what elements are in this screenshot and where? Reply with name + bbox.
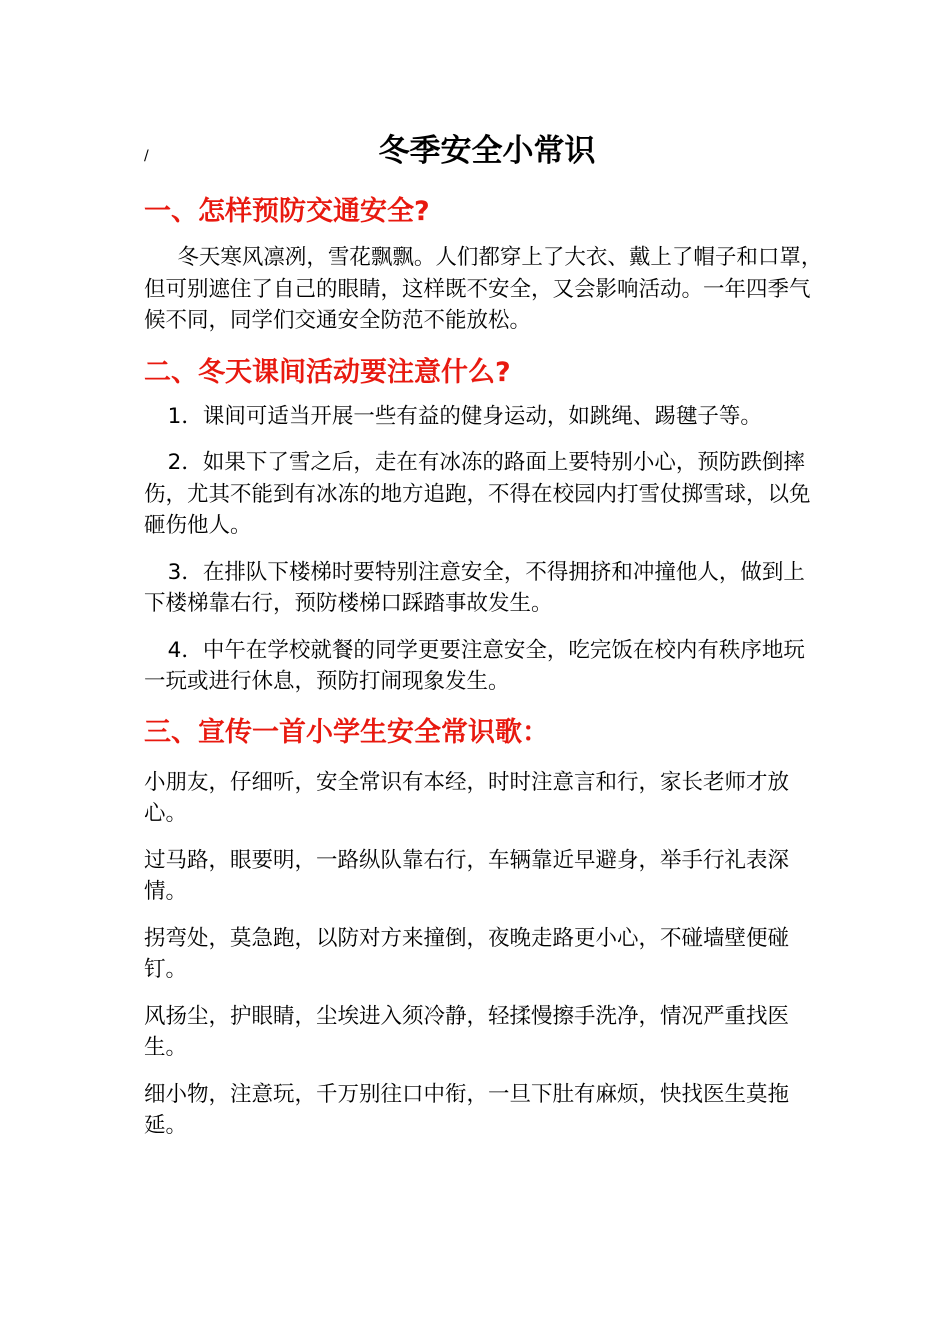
recess-item-4: 4．中午在学校就餐的同学更要注意安全，吃完饭在校内有秩序地玩一玩或进行休息，预防打闹现象发生。 bbox=[144, 637, 805, 694]
song-verse-5: 细小物，注意玩，千万别往口中衔，一旦下肚有麻烦，快找医生莫拖延。 bbox=[144, 1081, 790, 1138]
recess-item-1: 1．课间可适当开展一些有益的健身运动，如跳绳、踢毽子等。 bbox=[167, 403, 762, 429]
section-heading-recess-activities: 二、冬天课间活动要注意什么? bbox=[144, 356, 511, 388]
recess-item-2: 2．如果下了雪之后，走在有冰冻的路面上要特别小心，预防跌倒摔伤，尤其不能到有冰冻的地方追跑，不得在校园内打雪仗掷雪球，以免砸伤他人。 bbox=[144, 450, 811, 538]
section-heading-traffic-safety: 一、怎样预防交通安全? bbox=[144, 196, 430, 227]
song-verse-4: 风扬尘，护眼睛，尘埃进入须冷静，轻揉慢擦手洗净，情况严重找医生。 bbox=[144, 1003, 790, 1060]
document-title: 冬季安全小常识 bbox=[378, 133, 596, 169]
traffic-safety-paragraph: 冬天寒风凛冽，雪花飘飘。人们都穿上了大衣、戴上了帽子和口罩，但可别遮住了自己的眼睛，这样既不安全，又会影响活动。一年四季气候不同，同学们交通安全防范不能放松。 bbox=[144, 245, 823, 333]
section-heading-safety-song: 三、宣传一首小学生安全常识歌： bbox=[144, 716, 549, 748]
corner-slash-mark: / bbox=[144, 148, 149, 164]
song-verse-1: 小朋友，仔细听，安全常识有本经，时时注意言和行，家长老师才放心。 bbox=[144, 769, 790, 826]
recess-item-3: 3．在排队下楼梯时要特别注意安全，不得拥挤和冲撞他人，做到上下楼梯靠右行，预防楼梯口踩踏事故发生。 bbox=[144, 559, 805, 616]
document-body bbox=[144, 192, 824, 1157]
song-verse-3: 拐弯处，莫急跑，以防对方来撞倒，夜晚走路更小心，不碰墙壁便碰钉。 bbox=[144, 925, 790, 982]
song-verse-2: 过马路，眼要明，一路纵队靠右行，车辆靠近早避身，举手行礼表深情。 bbox=[144, 847, 790, 904]
